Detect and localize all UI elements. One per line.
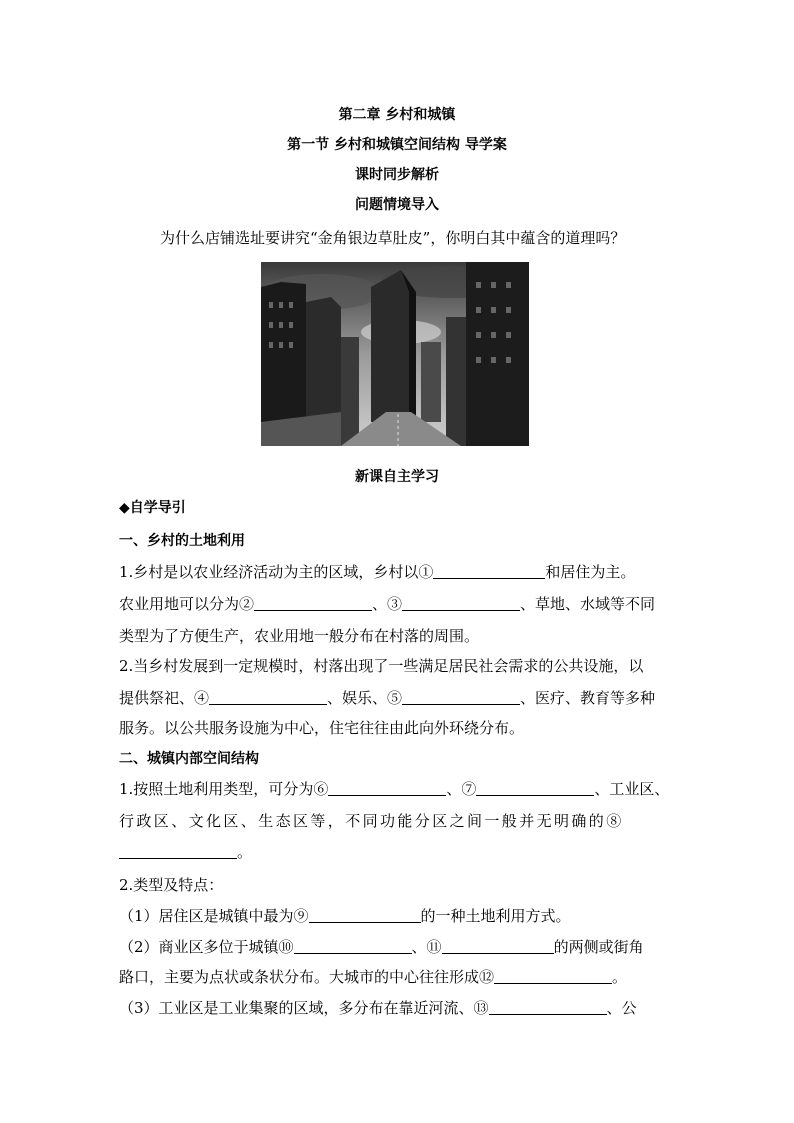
subtitle-sync: 课时同步解析: [355, 167, 439, 183]
blank-10[interactable]: [294, 939, 412, 954]
part1-p1-line1: 1.乡村是以农业经济活动为主的区域，乡村以① 和居住为主。: [119, 563, 636, 581]
part2-heading: 二、城镇内部空间结构: [119, 751, 259, 767]
blank-5[interactable]: [402, 690, 520, 705]
part2-item2: （2）商业区多位于城镇⑩ 、⑪ 的两侧或街角: [119, 938, 644, 956]
part1-p1-line3: 类型为了方便生产，农业用地一般分布在村落的周围。: [119, 627, 480, 645]
section-title: 第一节 乡村和城镇空间结构 导学案: [287, 137, 507, 153]
part1-p1-line2: 农业用地可以分为② 、③ 、草地、水域等不同: [119, 595, 656, 613]
intro-question: 为什么店铺选址要讲究“金角银边草肚皮”，你明白其中蕴含的道理吗？: [160, 229, 626, 247]
subtitle-situation: 问题情境导入: [355, 197, 439, 213]
blank-6[interactable]: [328, 781, 446, 796]
part1-heading: 一、乡村的土地利用: [119, 533, 245, 549]
blank-2[interactable]: [254, 596, 372, 611]
part1-p2-line3: 服务。以公共服务设施为中心，住宅往往由此向外环绕分布。: [119, 719, 525, 737]
chapter-title: 第二章 乡村和城镇: [338, 107, 456, 123]
blank-12[interactable]: [494, 969, 612, 984]
part2-item3: （3）工业区是工业集聚的区域，多分布在靠近河流、⑬ 、公: [119, 999, 637, 1017]
blank-7[interactable]: [476, 781, 594, 796]
new-lesson-title: 新课自主学习: [355, 469, 439, 485]
blank-8[interactable]: [119, 844, 237, 859]
blank-9[interactable]: [309, 908, 421, 923]
part2-item2-line2: 路口，主要为点状或条状分布。大城市的中心往往形成⑫ 。: [119, 968, 628, 986]
part2-p1-line1: 1.按照土地利用类型，可分为⑥ 、⑦ 、工业区、: [119, 780, 670, 798]
blank-11[interactable]: [442, 939, 554, 954]
part2-p1-line3: 。: [119, 841, 252, 862]
part2-p1-line2: 行政区、文化区、生态区等，不同功能分区之间一般并无明确的⑧: [119, 812, 624, 830]
city-street-photo: [261, 262, 529, 446]
blank-13[interactable]: [489, 1000, 607, 1015]
part2-item1: （1）居住区是城镇中最为⑨ 的一种土地利用方式。: [119, 907, 571, 925]
part1-p2-line2: 提供祭祀、④ 、娱乐、⑤ 、医疗、教育等多种: [119, 689, 656, 707]
blank-4[interactable]: [209, 690, 327, 705]
blank-3[interactable]: [402, 596, 520, 611]
part2-p2-title: 2.类型及特点：: [119, 876, 224, 894]
guide-title: ◆自学导引: [119, 500, 186, 516]
blank-1[interactable]: [433, 564, 545, 579]
part1-p2-line1: 2.当乡村发展到一定规模时，村落出现了一些满足居民社会需求的公共设施，以: [119, 657, 644, 675]
